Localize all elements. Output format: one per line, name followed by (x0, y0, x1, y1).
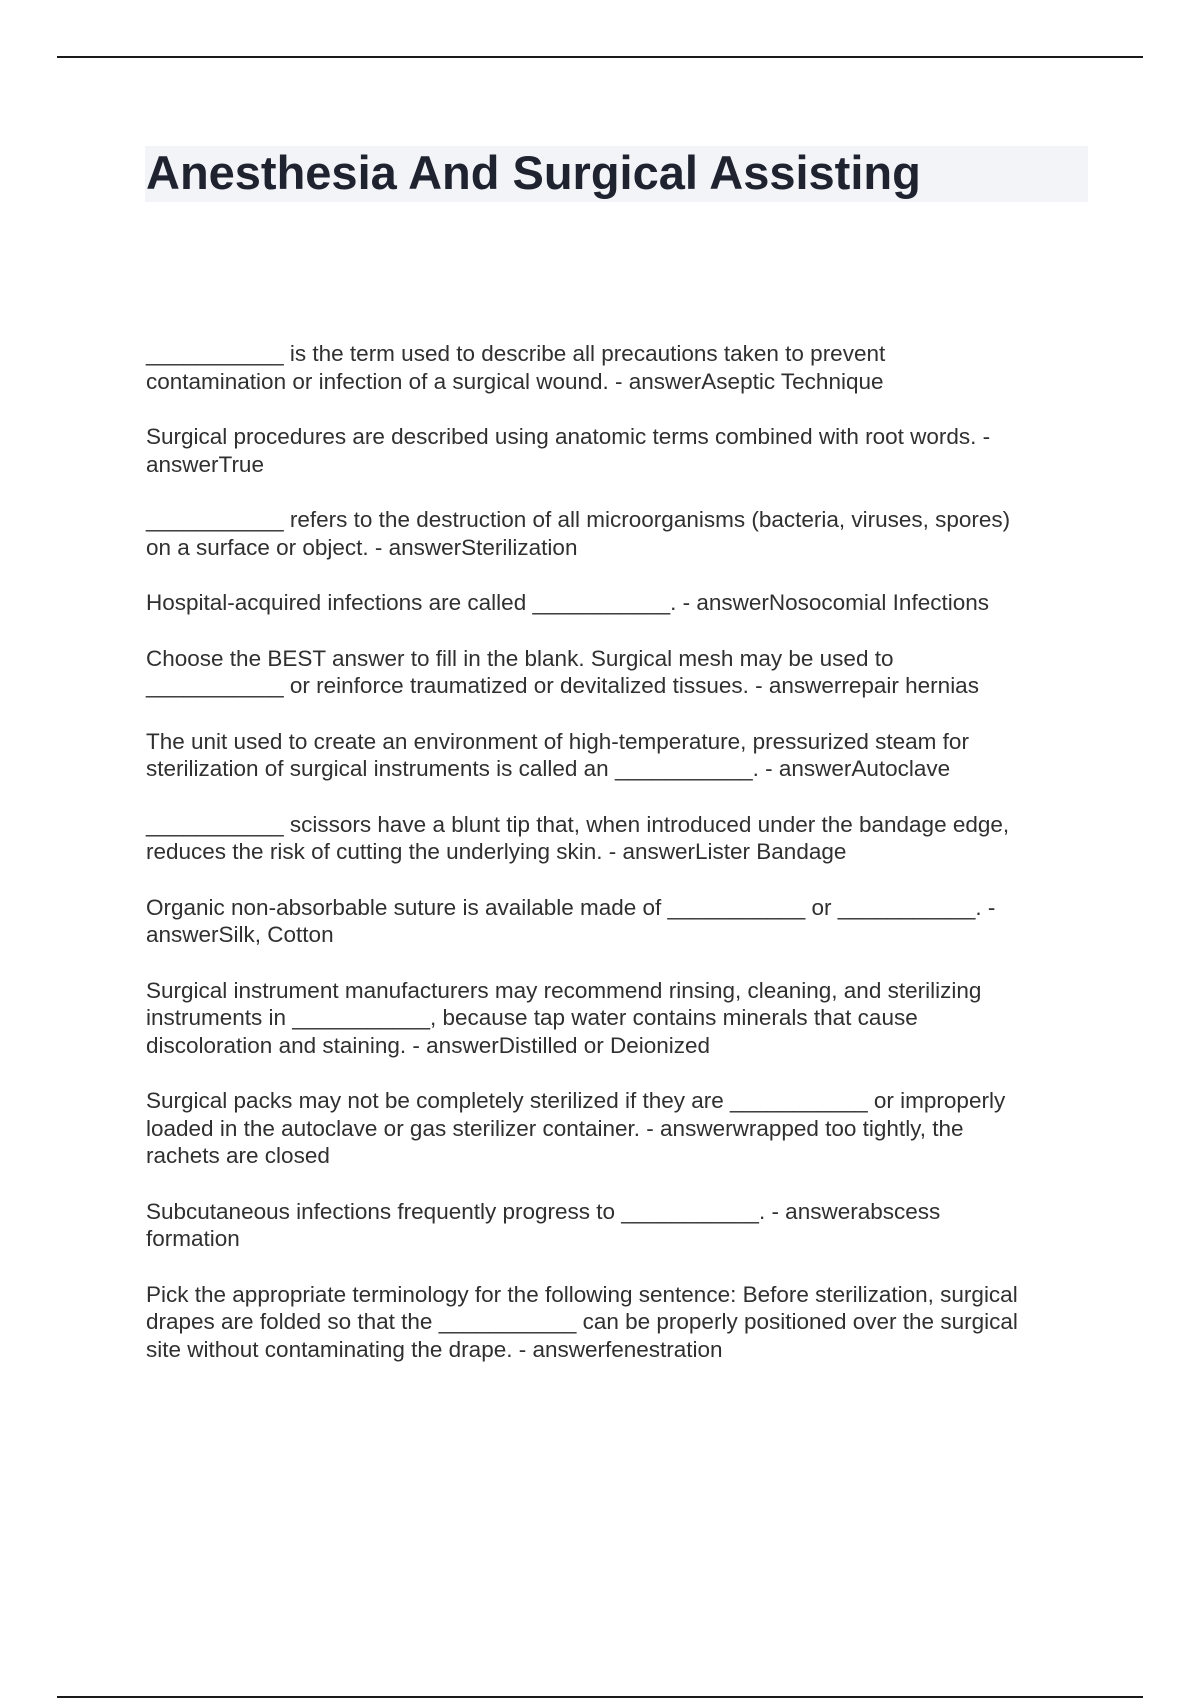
question-text-line: on a surface or object. - answerSterilization (146, 534, 578, 560)
question-text-line: discoloration and staining. - answerDistilled or Deionized (146, 1032, 711, 1058)
question-item (146, 894, 1096, 949)
question-text-line: Hospital-acquired infections are called ___________. - answerNosocomial Infections (146, 590, 989, 615)
question-text-line: sterilization of surgical instruments is called an ___________. - answerAutoclave (146, 756, 951, 781)
question-text-line: ___________ is the term used to describe all precautions taken to prevent (146, 341, 886, 366)
question-text-line: loaded in the autoclave or gas sterilizer container. - answerwrapped too tightly, the (146, 1115, 964, 1141)
bottom-divider (57, 1696, 1143, 1698)
question-item (146, 728, 1096, 783)
document-title: Anesthesia And Surgical Assisting (146, 146, 921, 199)
question-text-line: answerSilk, Cotton (146, 922, 334, 947)
question-text-line: answerTrue (146, 451, 264, 477)
question-text-line: Pick the appropriate terminology for the following sentence: Before sterilization, surgical (146, 1281, 1018, 1307)
question-item (146, 506, 1096, 561)
question-text-line: instruments in ___________, because tap water contains minerals that cause (146, 1005, 918, 1030)
question-item (146, 423, 1096, 478)
question-text-line: Choose the BEST answer to fill in the blank. Surgical mesh may be used to (146, 645, 894, 671)
question-item (146, 645, 1096, 700)
question-text-line: ___________ scissors have a blunt tip that, when introduced under the bandage edge, (146, 811, 1010, 837)
question-text-line: ___________ or reinforce traumatized or devitalized tissues. - answerrepair hernias (146, 673, 979, 698)
question-text-line: ___________ refers to the destruction of all microorganisms (bacteria, viruses, spores) (146, 507, 1011, 532)
question-text-line: drapes are folded so that the ___________ can be properly positioned over the surgical (146, 1309, 1018, 1334)
question-item (146, 977, 1096, 1060)
question-text-line: site without contaminating the drape. - answerfenestration (146, 1336, 723, 1362)
question-item (146, 811, 1096, 866)
question-list (146, 340, 1096, 1391)
question-text-line: contamination or infection of a surgical wound. - answerAseptic Technique (146, 368, 884, 394)
question-item (146, 1198, 1096, 1253)
question-text-line: Organic non-absorbable suture is available made of ___________ or ___________. - (146, 894, 996, 920)
question-text-line: Surgical instrument manufacturers may recommend rinsing, cleaning, and sterilizing (146, 977, 982, 1003)
question-item (146, 340, 1096, 395)
question-text-line: Surgical packs may not be completely sterilized if they are ___________ or improperly (146, 1088, 1006, 1113)
top-divider (57, 56, 1143, 58)
question-text-line: Surgical procedures are described using anatomic terms combined with root words. - (146, 424, 991, 449)
question-text-line: formation (146, 1226, 240, 1251)
question-item (146, 1087, 1096, 1170)
question-text-line: reduces the risk of cutting the underlying skin. - answerLister Bandage (146, 839, 847, 864)
question-text-line: rachets are closed (146, 1143, 330, 1168)
question-text-line: The unit used to create an environment of high-temperature, pressurized steam for (146, 728, 969, 754)
question-item (146, 1281, 1096, 1364)
question-text-line: Subcutaneous infections frequently progress to ___________. - answerabscess (146, 1198, 941, 1224)
question-item (146, 589, 1096, 617)
